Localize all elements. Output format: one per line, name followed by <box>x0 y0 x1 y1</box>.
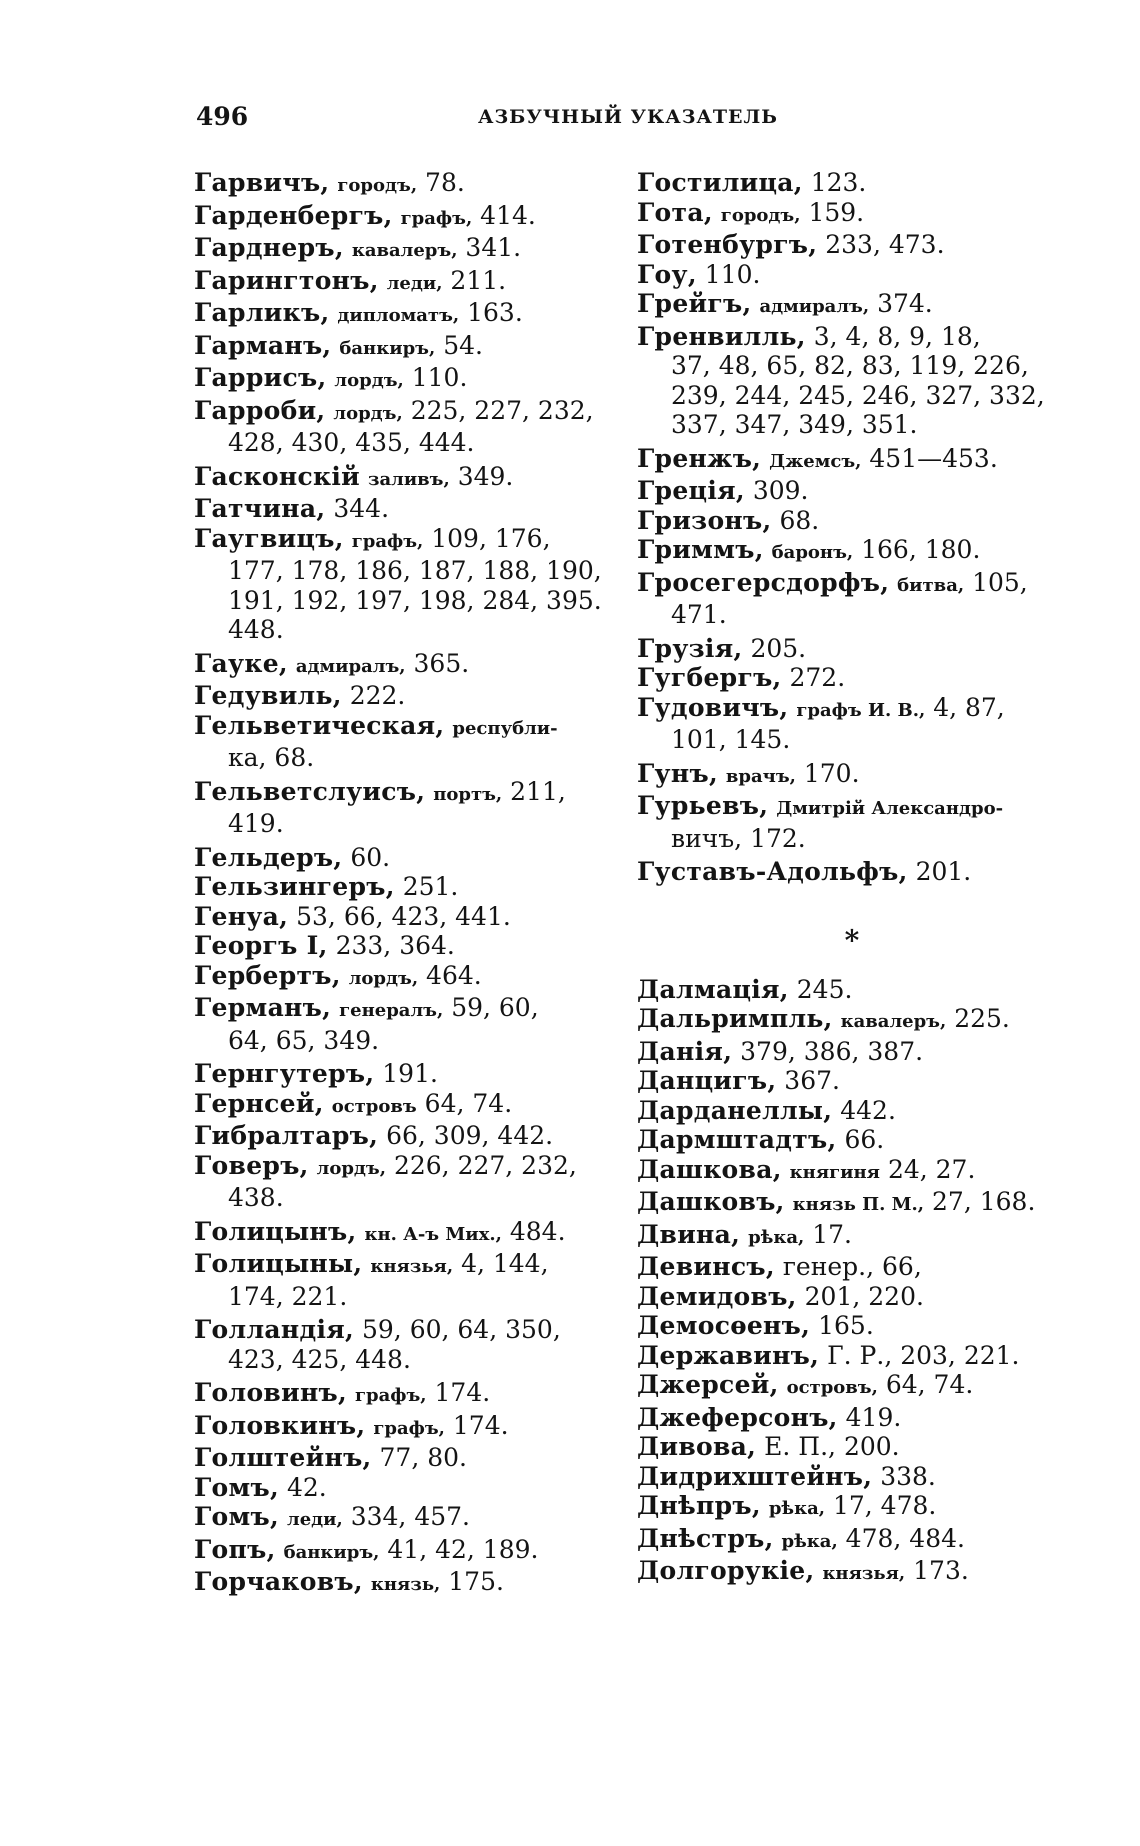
index-entry <box>194 1535 614 1568</box>
entry-continuation: вичъ, 172. <box>671 823 806 853</box>
index-entry <box>194 524 614 645</box>
entry-headword: Гугбергъ, <box>637 663 782 692</box>
entry-page-refs: 338. <box>880 1461 936 1491</box>
entry-page-refs: 174. <box>452 1410 509 1440</box>
entry-headword: Дивова, <box>637 1432 757 1461</box>
index-entry <box>637 198 1067 231</box>
entry-headword: Грейгъ, <box>637 289 752 318</box>
entry-page-refs: 379, 386, 387. <box>740 1036 924 1066</box>
entry-note: дипломатъ, <box>337 305 460 326</box>
index-entry <box>194 1378 614 1411</box>
index-entry <box>194 201 614 234</box>
entry-note: банкиръ, <box>339 337 436 359</box>
index-section-d <box>637 975 1067 1589</box>
index-entry <box>637 791 1067 853</box>
entry-note: лордъ, <box>316 1157 386 1179</box>
entry-headword: Гризонъ, <box>637 505 772 535</box>
index-entry <box>637 168 1067 198</box>
entry-note: городъ, <box>337 175 418 196</box>
index-entry <box>637 230 1067 260</box>
entry-headword: Гренвилль, <box>637 321 806 351</box>
entry-page-refs: 64, 74. <box>424 1088 513 1118</box>
entry-headword: Головкинъ, <box>194 1410 366 1440</box>
entry-continuation: 438. <box>228 1183 284 1212</box>
page-number: 496 <box>196 102 249 131</box>
entry-page-refs: 60. <box>350 842 391 872</box>
index-entry <box>637 663 1067 693</box>
index-entry <box>194 1059 614 1089</box>
entry-page-refs: 211. <box>450 265 507 295</box>
index-entry <box>637 1524 1067 1557</box>
index-entry <box>194 1089 614 1122</box>
entry-headword: Державинъ, <box>637 1340 820 1370</box>
section-separator: * <box>844 923 860 957</box>
entry-headword: Девинсъ, <box>637 1252 775 1281</box>
entry-page-refs: 174. <box>434 1378 491 1407</box>
entry-page-refs: 191. <box>382 1059 438 1088</box>
entry-headword: Днѣстръ, <box>637 1523 774 1553</box>
index-entry <box>637 1370 1067 1403</box>
index-entry <box>194 649 614 682</box>
entry-page-refs: 66, 309, 442. <box>386 1121 554 1150</box>
entry-note: заливъ, <box>367 468 450 490</box>
entry-note: Дмитрій Александро- <box>776 798 1004 819</box>
entry-note: князь П. М., <box>792 1194 925 1215</box>
entry-headword: Днѣпръ, <box>637 1491 761 1520</box>
entry-headword: Георгъ I, <box>194 931 328 960</box>
entry-note: островъ <box>331 1095 417 1117</box>
entry-headword: Германъ, <box>194 993 332 1022</box>
entry-page-refs: 109, 176, <box>431 523 551 553</box>
entry-headword: Дашкова, <box>637 1154 782 1184</box>
entry-headword: Гибралтаръ, <box>194 1121 379 1150</box>
entry-note: кавалеръ, <box>840 1011 947 1032</box>
entry-headword: Гарднеръ, <box>194 233 344 262</box>
entry-page-refs: 175. <box>448 1567 504 1596</box>
entry-note: графъ И. В., <box>796 699 926 721</box>
index-entry <box>637 1556 1067 1589</box>
entry-page-refs: 166, 180. <box>861 535 981 564</box>
entry-headword: Гросегерсдорфъ, <box>637 567 890 597</box>
index-entry <box>637 568 1067 630</box>
entry-page-refs: 245. <box>796 974 853 1004</box>
entry-page-refs: 77, 80. <box>379 1443 467 1472</box>
entry-headword: Гостилица, <box>637 168 803 197</box>
entry-note: республи- <box>452 717 558 739</box>
entry-headword: Гельзингеръ, <box>194 872 395 901</box>
index-section-g <box>637 168 1067 887</box>
entry-headword: Дальримпль, <box>637 1004 833 1033</box>
entry-note: графъ, <box>354 1385 427 1406</box>
entry-note: графъ, <box>351 530 424 552</box>
index-entry <box>637 1187 1067 1220</box>
index-entry <box>194 931 614 961</box>
entry-headword: Гарманъ, <box>194 330 332 360</box>
entry-continuation: 101, 145. <box>671 725 791 754</box>
entry-headword: Говеръ, <box>194 1150 309 1180</box>
entry-headword: Голландія, <box>194 1315 355 1344</box>
entry-page-refs: 365. <box>413 648 470 678</box>
index-entry <box>194 1151 614 1213</box>
entry-page-refs: 53, 66, 423, 441. <box>296 901 511 931</box>
entry-page-refs: 272. <box>789 663 846 692</box>
entry-page-refs: 159. <box>808 197 865 227</box>
entry-headword: Гопъ, <box>194 1534 276 1564</box>
entry-page-refs: 233, 473. <box>825 230 945 259</box>
entry-note: баронъ, <box>771 542 854 563</box>
entry-headword: Гельветслуисъ, <box>194 776 426 806</box>
running-head: АЗБУЧНЫЙ УКАЗАТЕЛЬ <box>478 106 778 128</box>
entry-headword: Горчаковъ, <box>194 1567 363 1596</box>
entry-page-refs: 66. <box>844 1125 885 1154</box>
entry-note: Джемсъ, <box>769 450 862 472</box>
index-entry <box>194 681 614 711</box>
entry-page-refs: 54. <box>443 330 483 360</box>
index-entry <box>194 1443 614 1473</box>
index-column-right <box>637 168 1067 1589</box>
entry-headword: Гасконскій <box>194 461 361 491</box>
entry-page-refs: 78. <box>425 168 465 197</box>
entry-continuation: 64, 65, 349. <box>228 1025 380 1055</box>
entry-headword: Гауке, <box>194 648 288 678</box>
entry-headword: Голштейнъ, <box>194 1443 372 1472</box>
entry-headword: Гарингтонъ, <box>194 265 379 295</box>
entry-page-refs: 344. <box>333 494 390 523</box>
index-entry <box>194 494 614 524</box>
entry-page-refs: 222. <box>349 681 406 710</box>
entry-page-refs: 309. <box>752 476 809 505</box>
entry-headword: Гурьевъ, <box>637 791 769 820</box>
entry-note: адмиралъ, <box>759 296 870 317</box>
entry-page-refs: 211, <box>510 776 566 806</box>
entry-headword: Гатчина, <box>194 494 326 523</box>
entry-page-refs: 24, 27. <box>887 1154 976 1184</box>
index-entry <box>194 1315 614 1374</box>
entry-page-refs: 464. <box>426 960 482 990</box>
index-entry <box>194 462 614 495</box>
entry-headword: Густавъ-Адольфъ, <box>637 857 908 886</box>
entry-headword: Гернсей, <box>194 1088 324 1118</box>
entry-headword: Гриммъ, <box>637 535 764 564</box>
entry-page-refs: 341. <box>465 233 522 262</box>
index-entry <box>637 759 1067 792</box>
entry-headword: Гота, <box>637 197 713 227</box>
index-entry <box>194 993 614 1055</box>
entry-note: генералъ, <box>339 1000 444 1021</box>
index-entry <box>194 1217 614 1250</box>
entry-note: лордъ, <box>334 370 404 391</box>
index-entry <box>637 693 1067 755</box>
index-entry <box>194 872 614 902</box>
index-entry <box>637 444 1067 477</box>
entry-note: банкиръ, <box>283 1541 380 1563</box>
entry-note: врачъ, <box>725 765 796 787</box>
entry-note: лордъ, <box>333 402 403 424</box>
entry-note: графъ, <box>400 207 473 229</box>
entry-note: кн. А-ъ Мих., <box>364 1223 502 1245</box>
entry-continuation: 428, 430, 435, 444. <box>228 428 475 457</box>
index-column-left <box>194 168 614 1600</box>
entry-headword: Гаррисъ, <box>194 363 327 392</box>
entry-headword: Гомъ, <box>194 1472 280 1502</box>
index-entry <box>637 1096 1067 1126</box>
index-entry <box>194 1473 614 1503</box>
index-entry <box>637 1491 1067 1524</box>
entry-page-refs: 105, <box>972 567 1028 597</box>
entry-page-refs: 225, 227, 232, <box>410 395 594 425</box>
entry-headword: Гербертъ, <box>194 960 341 990</box>
index-entry <box>637 1004 1067 1037</box>
entry-headword: Готенбургъ, <box>637 230 818 259</box>
entry-page-refs: 201, 220. <box>804 1281 924 1311</box>
index-entry <box>194 396 614 458</box>
entry-page-refs: 4, 144, <box>461 1249 549 1278</box>
entry-headword: Дарданеллы, <box>637 1095 833 1125</box>
index-entry <box>194 298 614 331</box>
entry-continuation: 174, 221. <box>228 1281 348 1311</box>
entry-headword: Данія, <box>637 1036 733 1066</box>
entry-page-refs: 226, 227, 232, <box>393 1150 577 1180</box>
index-entry <box>194 1121 614 1151</box>
entry-page-refs: 334, 457. <box>350 1502 470 1531</box>
entry-headword: Гарденбергъ, <box>194 200 393 230</box>
entry-headword: Гудовичъ, <box>637 692 789 722</box>
entry-headword: Демосѳенъ, <box>637 1311 811 1340</box>
index-entry <box>194 331 614 364</box>
index-entry <box>637 260 1067 290</box>
index-entry <box>637 535 1067 568</box>
entry-page-refs: 41, 42, 189. <box>387 1534 539 1564</box>
index-entry <box>194 266 614 299</box>
entry-note: князья, <box>822 1563 906 1584</box>
entry-continuation: 471. <box>671 600 727 629</box>
entry-headword: Данцигъ, <box>637 1066 777 1095</box>
entry-page-refs: 163. <box>467 298 523 327</box>
entry-note: графъ, <box>373 1417 445 1439</box>
entry-headword: Голицынъ, <box>194 1216 357 1246</box>
entry-page-refs: 165. <box>818 1311 874 1340</box>
entry-page-refs: 42. <box>287 1472 327 1502</box>
entry-page-refs: 374. <box>877 289 933 318</box>
entry-note: адмиралъ, <box>295 655 406 677</box>
entry-page-refs: 59, 60, <box>451 993 539 1022</box>
entry-page-refs: 225. <box>954 1004 1010 1033</box>
entry-note: кавалеръ, <box>351 240 458 261</box>
index-entry <box>194 843 614 873</box>
entry-note: князья, <box>370 1256 454 1277</box>
entry-page-refs: 110. <box>704 259 761 289</box>
index-entry <box>194 1567 614 1600</box>
entry-page-refs: Г. Р., 203, 221. <box>827 1340 1020 1370</box>
entry-headword: Гомъ, <box>194 1502 280 1531</box>
entry-page-refs: 68. <box>779 505 820 535</box>
index-entry <box>637 1066 1067 1096</box>
entry-note: княгиня <box>789 1161 880 1183</box>
entry-headword: Головинъ, <box>194 1378 348 1407</box>
entry-headword: Гоу, <box>637 259 697 289</box>
index-entry <box>637 1341 1067 1371</box>
entry-headword: Дашковъ, <box>637 1187 785 1216</box>
index-entry <box>637 634 1067 664</box>
entry-headword: Гарвичъ, <box>194 168 330 197</box>
entry-headword: Дидрихштейнъ, <box>637 1461 873 1491</box>
entry-page-refs: 233, 364. <box>335 931 455 960</box>
entry-headword: Гаугвицъ, <box>194 523 344 553</box>
index-entry <box>194 1502 614 1535</box>
entry-page-refs: 478, 484. <box>845 1523 965 1553</box>
entry-headword: Дармштадтъ, <box>637 1125 837 1154</box>
index-entry <box>637 857 1067 887</box>
index-entry <box>194 233 614 266</box>
index-entry <box>194 1411 614 1444</box>
entry-headword: Гельдеръ, <box>194 842 343 872</box>
index-entry <box>194 777 614 839</box>
entry-page-refs: 173. <box>913 1556 969 1585</box>
entry-headword: Джеферсонъ, <box>637 1402 838 1432</box>
entry-headword: Гельветическая, <box>194 710 445 740</box>
entry-headword: Голицыны, <box>194 1249 363 1278</box>
entry-page-refs: генер., 66, <box>782 1252 922 1281</box>
entry-note: рѣка, <box>768 1498 825 1519</box>
index-entry <box>637 322 1067 440</box>
entry-page-refs: 442. <box>840 1095 896 1125</box>
entry-note: леди, <box>386 272 443 294</box>
entry-page-refs: 64, 74. <box>885 1370 974 1399</box>
index-entry <box>194 1249 614 1311</box>
entry-note: князь, <box>370 1574 441 1595</box>
entry-page-refs: 170. <box>803 758 860 788</box>
entry-page-refs: 123. <box>810 168 867 197</box>
entry-page-refs: 201. <box>915 857 972 886</box>
entry-page-refs: 17. <box>812 1219 852 1249</box>
index-entry <box>637 1403 1067 1433</box>
index-entry <box>637 1311 1067 1341</box>
index-entry <box>637 975 1067 1005</box>
index-entry <box>637 1432 1067 1462</box>
entry-page-refs: 484. <box>509 1216 566 1246</box>
entry-page-refs: 4, 87, <box>933 692 1005 722</box>
entry-headword: Грузія, <box>637 633 743 663</box>
index-entry <box>194 961 614 994</box>
index-entry <box>194 902 614 932</box>
entry-headword: Джерсей, <box>637 1370 779 1399</box>
entry-note: рѣка, <box>781 1530 838 1552</box>
entry-continuation: 423, 425, 448. <box>228 1344 411 1374</box>
index-entry <box>637 289 1067 322</box>
index-entry <box>637 1037 1067 1067</box>
index-entry <box>637 1125 1067 1155</box>
entry-headword: Гунъ, <box>637 758 718 788</box>
entry-headword: Гернгутеръ, <box>194 1059 375 1088</box>
entry-page-refs: 251. <box>402 872 459 901</box>
entry-page-refs: 110. <box>411 363 468 392</box>
index-entry <box>194 363 614 396</box>
entry-note: рѣка, <box>748 1226 805 1248</box>
entry-headword: Греція, <box>637 476 745 505</box>
index-entry <box>637 1252 1067 1282</box>
entry-continuation: 37, 48, 65, 82, 83, 119, 226, 239, 244, 245, 246, 327, 332, 337, 347, 349, 351. <box>671 351 1045 439</box>
entry-page-refs: 349. <box>457 461 514 491</box>
index-entry <box>637 506 1067 536</box>
index-entry <box>637 1282 1067 1312</box>
entry-continuation: ка, 68. <box>228 743 315 772</box>
entry-page-refs: 17, 478. <box>832 1491 937 1520</box>
entry-page-refs: 419. <box>845 1402 902 1432</box>
index-entry <box>194 711 614 773</box>
entry-note: лордъ, <box>348 967 419 989</box>
entry-continuation: 177, 178, 186, 187, 188, 190, 191, 192, 197, 198, 284, 395. 448. <box>228 556 602 644</box>
entry-page-refs: 414. <box>480 200 536 230</box>
index-entry <box>637 476 1067 506</box>
entry-headword: Демидовъ, <box>637 1281 797 1311</box>
index-entry <box>637 1220 1067 1253</box>
entry-headword: Генуа, <box>194 901 289 931</box>
entry-headword: Гарроби, <box>194 395 326 425</box>
entry-page-refs: 59, 60, 64, 350, <box>361 1315 561 1344</box>
entry-headword: Гарликъ, <box>194 298 330 327</box>
entry-note: портъ, <box>433 783 503 805</box>
entry-page-refs: 3, 4, 8, 9, 18, <box>813 321 981 351</box>
entry-note: леди, <box>287 1509 343 1530</box>
entry-headword: Двина, <box>637 1219 741 1249</box>
entry-headword: Гренжъ, <box>637 443 762 473</box>
entry-page-refs: 205. <box>750 633 807 663</box>
entry-page-refs: Е. П., 200. <box>764 1432 900 1461</box>
index-entry <box>194 168 614 201</box>
index-entry <box>637 1155 1067 1188</box>
entry-headword: Долгорукіе, <box>637 1556 815 1585</box>
entry-continuation: 419. <box>228 809 284 838</box>
entry-page-refs: 367. <box>784 1066 840 1095</box>
entry-headword: Далмація, <box>637 974 789 1004</box>
entry-page-refs: 451—453. <box>869 443 998 473</box>
entry-note: битва, <box>897 574 965 596</box>
entry-headword: Гедувиль, <box>194 681 342 710</box>
entry-note: городъ, <box>720 204 801 226</box>
entry-note: островъ, <box>786 1377 878 1398</box>
entry-page-refs: 27, 168. <box>932 1187 1036 1216</box>
index-entry <box>637 1462 1067 1492</box>
